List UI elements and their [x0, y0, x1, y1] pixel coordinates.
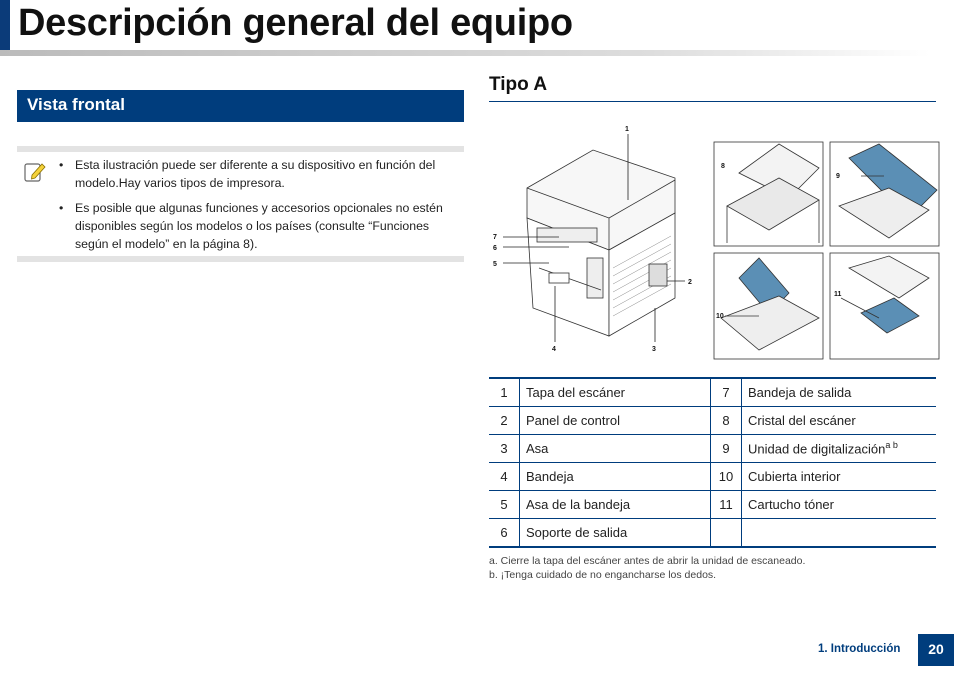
note-item: • Esta ilustración puede ser diferente a su dispositivo en función del modelo.Hay varios tipos de impresora.	[75, 156, 459, 192]
part-number: 9	[711, 435, 742, 463]
pencil-note-icon	[23, 160, 47, 184]
part-name: Cartucho tóner	[742, 491, 937, 519]
part-name: Bandeja de salida	[742, 378, 937, 407]
callout-5: 5	[493, 261, 497, 268]
part-name: Cubierta interior	[742, 463, 937, 491]
part-name: Cristal del escáner	[742, 407, 937, 435]
footnote-a: a. Cierre la tapa del escáner antes de abrir la unidad de escaneado.	[489, 555, 806, 567]
callout-7: 7	[493, 234, 497, 241]
title-accent-bar	[0, 0, 10, 52]
callout-8: 8	[721, 163, 725, 170]
table-row	[489, 463, 936, 491]
printer-front-view-figure	[489, 118, 941, 362]
part-name	[742, 519, 937, 548]
part-name: Tapa del escáner	[520, 378, 711, 407]
note-box	[17, 146, 464, 262]
page-number: 20	[918, 634, 954, 666]
subsection-title: Tipo A	[489, 74, 548, 95]
part-name: Panel de control	[520, 407, 711, 435]
part-name: Asa	[520, 435, 711, 463]
callout-6: 6	[493, 245, 497, 252]
part-number: 7	[711, 378, 742, 407]
part-name: Soporte de salida	[520, 519, 711, 548]
table-row	[489, 435, 936, 463]
note-list	[75, 156, 459, 260]
detail-panel-scanner-glass	[714, 142, 823, 246]
part-number: 3	[489, 435, 520, 463]
callout-10: 10	[716, 313, 724, 320]
footnote-b: b. ¡Tenga cuidado de no engancharse los dedos.	[489, 569, 717, 581]
part-number: 1	[489, 378, 520, 407]
parts-table	[489, 377, 936, 548]
subsection-divider	[489, 101, 936, 102]
table-row	[489, 378, 936, 407]
part-number: 6	[489, 519, 520, 548]
footnote-marker: a b	[885, 440, 898, 451]
part-number	[711, 519, 742, 548]
callout-3: 3	[652, 346, 656, 353]
note-item: • Es posible que algunas funciones y accesorios opcionales no estén disponibles según los modelos o los países (consulte “Funciones según el modelo” en la página 8).	[75, 199, 459, 253]
chapter-link[interactable]: 1. Introducción	[818, 643, 901, 655]
footnotes	[489, 554, 805, 582]
part-name-with-footnote	[742, 435, 937, 463]
part-number: 4	[489, 463, 520, 491]
table-row	[489, 519, 936, 548]
part-number: 5	[489, 491, 520, 519]
part-number: 10	[711, 463, 742, 491]
detail-panel-scan-unit	[830, 142, 939, 246]
callout-4: 4	[552, 346, 556, 353]
part-number: 8	[711, 407, 742, 435]
callout-11: 11	[834, 291, 842, 298]
section-header-vista-frontal: Vista frontal	[17, 90, 464, 122]
callout-1: 1	[625, 126, 629, 133]
part-number: 2	[489, 407, 520, 435]
part-name: Bandeja	[520, 463, 711, 491]
page-title: Descripción general del equipo	[18, 2, 573, 44]
title-divider	[0, 50, 930, 56]
part-name: Unidad de digitalización	[748, 441, 886, 457]
detail-panel-inner-cover	[714, 253, 823, 359]
part-name: Asa de la bandeja	[520, 491, 711, 519]
part-number: 11	[711, 491, 742, 519]
callout-9: 9	[836, 173, 840, 180]
table-row	[489, 491, 936, 519]
printer-illustration	[527, 150, 675, 336]
detail-panel-toner-cartridge	[830, 253, 939, 359]
table-row	[489, 407, 936, 435]
callout-2: 2	[688, 279, 692, 286]
